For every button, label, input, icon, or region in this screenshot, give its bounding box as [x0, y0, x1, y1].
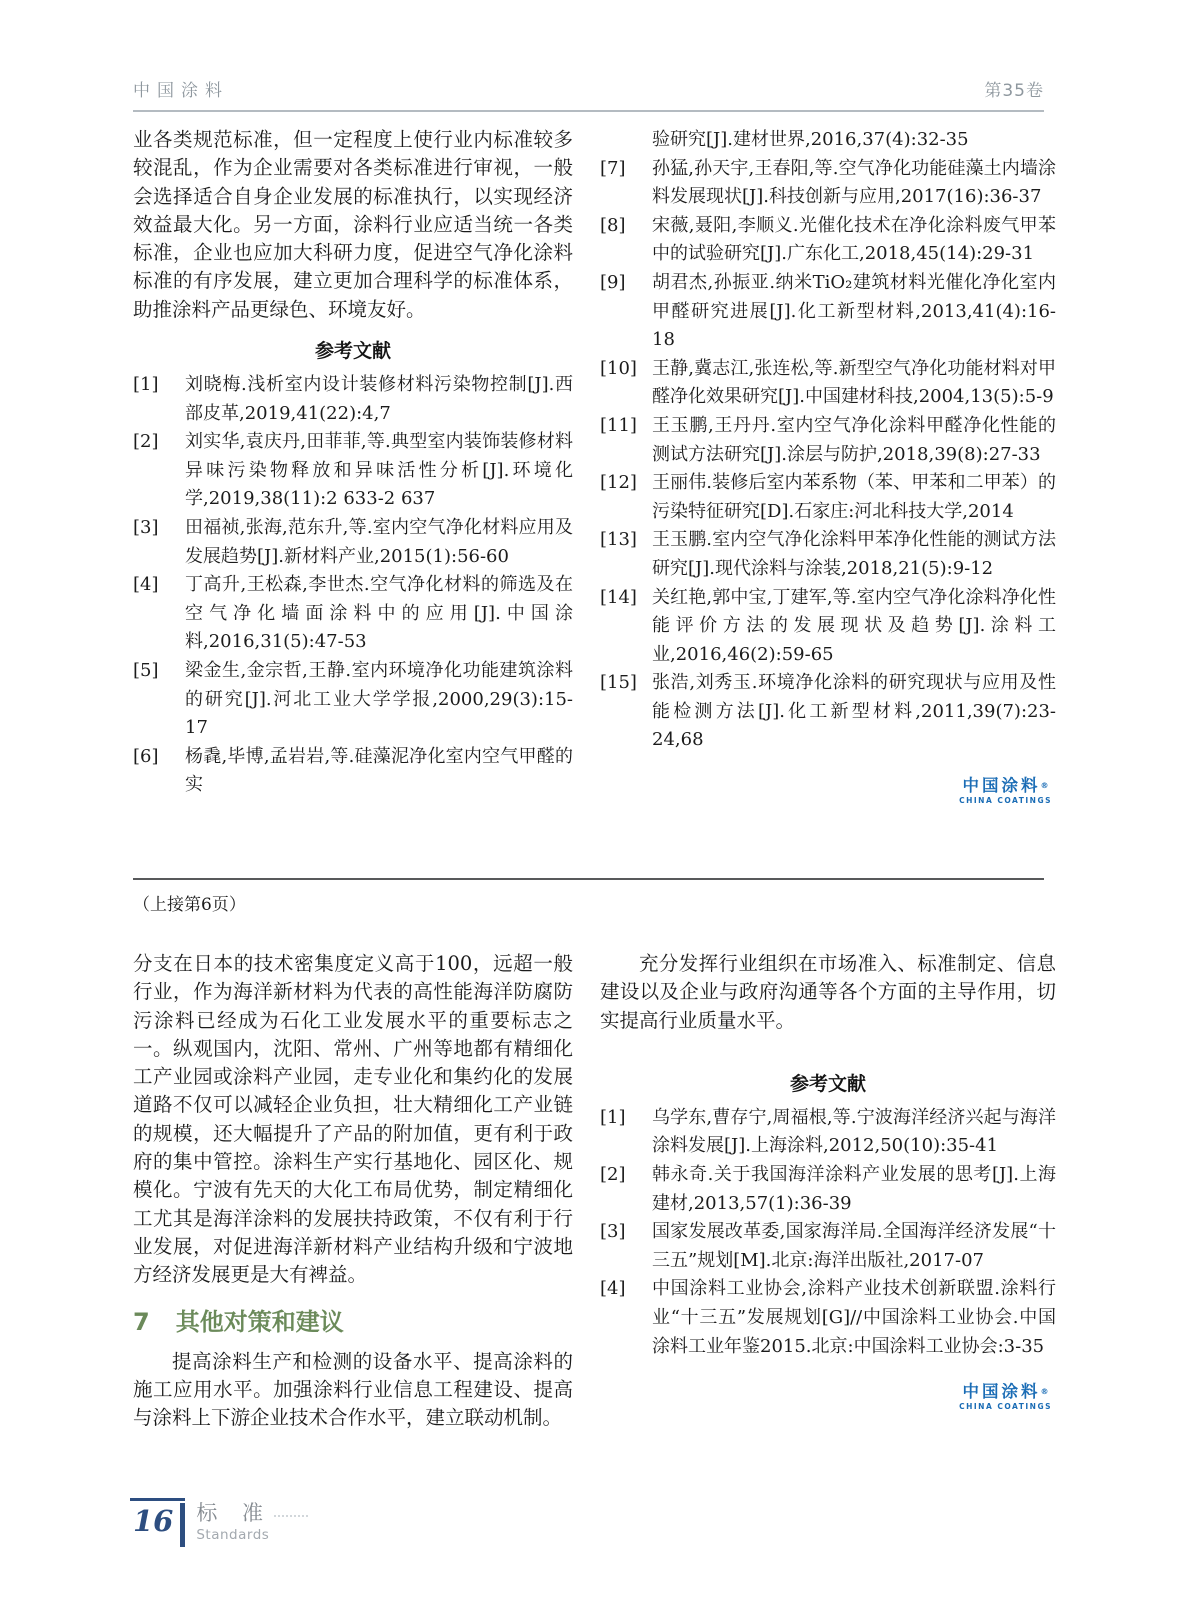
reference-number: [1]: [600, 1106, 626, 1128]
logo-english-text: CHINA COATINGS: [959, 796, 1052, 806]
reference-text: 验研究[J].建材世界,2016,37(4):32-35: [652, 129, 969, 150]
reference-number: [3]: [133, 517, 159, 539]
body-paragraph: 充分发挥行业组织在市场准入、标准制定、信息建设以及企业与政府沟通等各个方面的主导作用，切实提高行业质量水平。: [600, 952, 1056, 1032]
reference-text: 刘实华,袁庆丹,田菲菲,等.典型室内装饰装修材料异味污染物释放和异味活性分析[J].环境化学,2019,38(11):2 633-2 637: [185, 431, 573, 510]
reference-item: [600, 269, 1056, 355]
reference-number: [12]: [600, 472, 637, 494]
reference-item-continued: [600, 126, 1056, 155]
reference-text: 王玉鹏.室内空气净化涂料甲苯净化性能的测试方法研究[J].现代涂料与涂装,2018,21(5):9-12: [652, 529, 1056, 579]
reference-item: [600, 1104, 1056, 1161]
reference-item: [600, 1218, 1056, 1275]
upper-left-column: [133, 126, 573, 800]
continued-from-note: （上接第6页）: [133, 895, 246, 915]
reference-number: [10]: [600, 357, 637, 379]
reference-text: 丁高升,王松森,李世杰.空气净化材料的筛选及在空气净化墙面涂料中的应用[J].中国涂料,2016,31(5):47-53: [185, 574, 573, 653]
upper-right-column: [600, 126, 1056, 805]
section-7-heading: [133, 1307, 573, 1337]
reference-item: [600, 212, 1056, 269]
reference-text: 田福祯,张海,范东升,等.室内空气净化材料应用及发展趋势[J].新材料产业,2015(1):56-60: [185, 517, 573, 567]
reference-text: 孙猛,孙天宇,王春阳,等.空气净化功能硅藻土内墙涂料发展现状[J].科技创新与应用,2017(16):36-37: [652, 157, 1056, 208]
lower-right-column: [600, 950, 1056, 1411]
footer-dots-decoration: [274, 1515, 308, 1517]
reference-item: [600, 469, 1056, 526]
reference-item: [600, 412, 1056, 469]
reference-list: [600, 126, 1056, 755]
footer-section-labels: [196, 1498, 308, 1543]
reference-text: 王玉鹏,王丹丹.室内空气净化涂料甲醛净化性能的测试方法研究[J].涂层与防护,2018,39(8):27-33: [652, 414, 1056, 465]
section-title: 其他对策和建议: [175, 1307, 344, 1336]
references-heading: 参考文献: [789, 1072, 866, 1095]
reference-number: [8]: [600, 214, 626, 236]
reference-item: [133, 743, 573, 800]
footer-section-name-cn: 标 准: [196, 1501, 308, 1525]
references-heading: 参考文献: [314, 340, 391, 363]
reference-text: 宋薇,聂阳,李顺义.光催化技术在净化涂料废气甲苯中的试验研究[J].广东化工,2018,45(14):29-31: [652, 214, 1056, 265]
reference-number: [11]: [600, 414, 637, 436]
reference-list: [133, 371, 573, 800]
reference-item: [600, 1161, 1056, 1218]
footer-vertical-bar: [180, 1503, 185, 1547]
china-coatings-logo: [959, 1383, 1052, 1411]
registered-mark-icon: ®: [1040, 1387, 1049, 1397]
reference-item: [600, 584, 1056, 670]
reference-number: [1]: [133, 374, 159, 396]
reference-text: 关红艳,郭中宝,丁建军,等.室内空气净化涂料净化性能评价方法的发展现状及趋势[J].涂料工业,2016,46(2):59-65: [652, 586, 1056, 665]
page-footer: [130, 1498, 308, 1547]
publisher-logo-wrap: [600, 1361, 1056, 1411]
reference-item: [600, 1275, 1056, 1361]
reference-text: 杨毳,毕博,孟岩岩,等.硅藻泥净化室内空气甲醛的实: [185, 745, 573, 796]
reference-text: 乌学东,曹存宁,周福根,等.宁波海洋经济兴起与海洋涂料发展[J].上海涂料,2012,50(10):35-41: [652, 1106, 1056, 1157]
reference-item: [133, 428, 573, 514]
reference-text: 张浩,刘秀玉.环境净化涂料的研究现状与应用及性能检测方法[J].化工新型材料,2011,39(7):23-24,68: [652, 672, 1056, 751]
registered-mark-icon: ®: [1040, 781, 1049, 791]
reference-number: [9]: [600, 271, 626, 293]
reference-item: [133, 571, 573, 657]
reference-number: [15]: [600, 672, 637, 694]
reference-number: [2]: [600, 1164, 626, 1186]
reference-text: 韩永奇.关于我国海洋涂料产业发展的思考[J].上海建材,2013,57(1):36-39: [652, 1164, 1056, 1214]
reference-item: [133, 514, 573, 571]
reference-number: [14]: [600, 586, 637, 608]
section-number: 7: [133, 1307, 150, 1336]
reference-item: [600, 155, 1056, 212]
reference-number: [7]: [600, 157, 626, 179]
publisher-logo-wrap: [600, 755, 1056, 805]
journal-title: 中国涂料: [133, 81, 229, 101]
reference-item: [133, 657, 573, 743]
reference-number: [4]: [133, 574, 159, 596]
reference-number: [2]: [133, 431, 159, 453]
reference-number: [5]: [133, 660, 159, 682]
volume-label: 第35卷: [984, 81, 1044, 101]
reference-list: [600, 1104, 1056, 1361]
reference-number: [600, 126, 652, 155]
reference-number: [13]: [600, 529, 637, 551]
logo-english-text: CHINA COATINGS: [959, 1402, 1052, 1412]
reference-text: 王丽伟.装修后室内苯系物（苯、甲苯和二甲苯）的污染特征研究[D].石家庄:河北科技大学,2014: [652, 472, 1056, 522]
article-divider: [133, 878, 1044, 880]
body-paragraph: 提高涂料生产和检测的设备水平、提高涂料的施工应用水平。加强涂料行业信息工程建设、提高与涂料上下游企业技术合作水平，建立联动机制。: [133, 1349, 573, 1430]
reference-item: [133, 371, 573, 428]
page-header: [133, 76, 1044, 112]
reference-number: [3]: [600, 1221, 626, 1243]
reference-text: 梁金生,金宗哲,王静.室内环境净化功能建筑涂料的研究[J].河北工业大学学报,2000,29(3):15-17: [185, 660, 573, 739]
logo-chinese-text: 中国涂料®: [962, 1382, 1049, 1402]
body-paragraph: 业各类规范标准，但一定程度上使行业内标准较多较混乱，作为企业需要对各类标准进行审视，一般会选择适合自身企业发展的标准执行，以实现经济效益最大化。另一方面，涂料行业应适当统一各类标准，企业也应加大科研力度，促进空气净化涂料标准的有序发展，建立更加合理科学的标准体系，助推涂料产品更绿色、环境友好。: [133, 128, 573, 321]
logo-chinese-text: 中国涂料®: [962, 776, 1049, 796]
reference-number: [6]: [133, 745, 159, 767]
reference-item: [600, 355, 1056, 412]
reference-item: [600, 669, 1056, 755]
reference-text: 国家发展改革委,国家海洋局.全国海洋经济发展“十三五”规划[M].北京:海洋出版社,2017-07: [652, 1221, 1056, 1271]
reference-item: [600, 526, 1056, 583]
page-number-bracket: [130, 1498, 185, 1547]
reference-text: 中国涂料工业协会,涂料产业技术创新联盟.涂料行业“十三五”发展规划[G]//中国涂料工业协会.中国涂料工业年鉴2015.北京:中国涂料工业协会:3-35: [652, 1278, 1056, 1357]
lower-left-column: [133, 950, 573, 1432]
reference-text: 刘晓梅.浅析室内设计装修材料污染物控制[J].西部皮革,2019,41(22):4,7: [185, 374, 573, 424]
reference-text: 王静,冀志江,张连松,等.新型空气净化功能材料对甲醛净化效果研究[J].中国建材科技,2004,13(5):5-9: [652, 357, 1056, 408]
china-coatings-logo: [959, 777, 1052, 805]
body-paragraph: 分支在日本的技术密集度定义高于100，远超一般行业，作为海洋新材料为代表的高性能海洋防腐防污涂料已经成为石化工业发展水平的重要标志之一。纵观国内，沈阳、常州、广州等地都有精细化工产业园或涂料产业园，走专业化和集约化的发展道路不仅可以减轻企业负担，壮大精细化工产业链的规模，还大幅提升了产品的附加值，更有利于政府的集中管控。涂料生产实行基地化、园区化、规模化。宁波有先天的大化工布局优势，制定精细化工尤其是海洋涂料的发展扶持政策，不仅有利于行业发展，对促进海洋新材料产业结构升级和宁波地方经济发展更是大有裨益。: [133, 952, 573, 1287]
footer-section-name-en: Standards: [196, 1527, 270, 1543]
reference-text: 胡君杰,孙振亚.纳米TiO₂建筑材料光催化净化室内甲醛研究进展[J].化工新型材料,2013,41(4):16-18: [652, 271, 1056, 351]
page-number: 16: [133, 1504, 174, 1538]
reference-number: [4]: [600, 1278, 626, 1300]
